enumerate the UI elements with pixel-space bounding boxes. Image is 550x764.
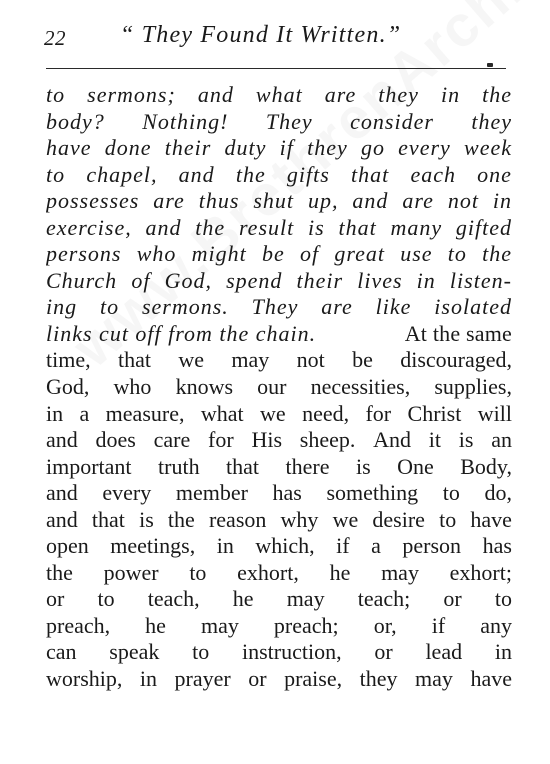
word: there xyxy=(285,453,330,479)
word: important xyxy=(46,453,132,479)
word: can xyxy=(46,639,77,665)
word: desire xyxy=(372,506,425,532)
word: preach; xyxy=(273,612,339,638)
text-line xyxy=(46,109,512,136)
word: not xyxy=(447,188,479,214)
word: ing xyxy=(46,294,78,320)
word: it xyxy=(428,427,442,453)
word: exhort, xyxy=(237,559,299,585)
word: isolated xyxy=(434,294,512,320)
word: instruction, xyxy=(242,639,342,665)
word: of xyxy=(299,241,320,267)
text-line xyxy=(46,374,512,401)
word: and xyxy=(46,427,78,453)
word: teach; xyxy=(357,586,411,612)
word: in xyxy=(416,267,436,293)
word: His xyxy=(251,427,282,453)
word: God, xyxy=(46,374,90,400)
word: that xyxy=(226,453,260,479)
word: to xyxy=(97,586,115,612)
word: Body, xyxy=(460,453,512,479)
word: body? xyxy=(46,108,105,134)
word: truth xyxy=(158,453,200,479)
word: we xyxy=(178,347,204,373)
text-line xyxy=(46,401,512,428)
word: our xyxy=(257,374,287,400)
word: may xyxy=(231,347,270,373)
word: Church xyxy=(46,267,118,293)
word: may xyxy=(286,586,325,612)
running-title: “ They Found It Written.” xyxy=(120,22,402,48)
word: that xyxy=(117,347,151,373)
word: to xyxy=(46,161,66,187)
word: time, xyxy=(46,347,91,373)
word: to xyxy=(192,639,210,665)
word: if xyxy=(336,533,350,559)
word: does xyxy=(95,427,136,453)
word: to xyxy=(189,559,207,585)
word: like xyxy=(375,294,412,320)
word: something xyxy=(326,480,419,506)
word: what xyxy=(255,82,303,107)
text-line xyxy=(46,560,512,587)
word: power xyxy=(103,559,159,585)
word: is xyxy=(139,506,154,532)
word: which, xyxy=(255,533,315,559)
word: we xyxy=(260,400,286,426)
word: we xyxy=(332,506,359,532)
text-line xyxy=(46,480,512,507)
word: speak xyxy=(109,639,160,665)
word: is xyxy=(308,214,325,240)
text-line xyxy=(46,454,512,481)
word: worship, xyxy=(46,666,123,692)
word: sermons. xyxy=(141,294,229,320)
text-line xyxy=(46,215,512,242)
word: preach, xyxy=(46,612,111,638)
word: that xyxy=(351,161,390,187)
word: lives xyxy=(357,267,403,293)
word: result xyxy=(238,214,295,240)
word: to xyxy=(46,82,66,107)
word: teach, xyxy=(147,586,200,612)
word: Nothing! xyxy=(142,108,229,134)
word: exhort; xyxy=(449,559,512,585)
word: if xyxy=(431,612,446,638)
word: open xyxy=(46,533,89,559)
word: and xyxy=(178,161,215,187)
word: not xyxy=(296,347,325,373)
word: in xyxy=(492,188,512,214)
word: is xyxy=(458,427,474,453)
text-line xyxy=(46,188,512,215)
word: be xyxy=(261,241,285,267)
word: a xyxy=(79,400,90,426)
word: they xyxy=(359,666,398,692)
word: have xyxy=(46,135,92,161)
word: listen- xyxy=(449,267,512,293)
word: he xyxy=(145,612,166,638)
text-line xyxy=(46,162,512,189)
word: the xyxy=(167,506,195,532)
word: do, xyxy=(484,480,512,506)
word: or xyxy=(443,586,462,612)
page-header xyxy=(44,22,504,52)
word: persons xyxy=(46,241,122,267)
word: in xyxy=(139,666,158,692)
text-line xyxy=(46,82,512,109)
word: meetings, xyxy=(110,533,196,559)
word: week xyxy=(464,135,512,161)
word: the xyxy=(482,241,512,267)
word: gifts xyxy=(286,161,330,187)
word: and xyxy=(46,506,78,532)
word: in xyxy=(440,82,461,107)
word: discouraged, xyxy=(400,347,512,373)
text-line xyxy=(46,347,512,374)
word: the xyxy=(235,161,266,187)
word: member xyxy=(175,480,248,506)
word: or, xyxy=(373,612,397,638)
rule-mark xyxy=(487,63,493,67)
word: reason xyxy=(208,506,267,532)
word: each xyxy=(410,161,456,187)
word: their xyxy=(296,267,344,293)
word: have xyxy=(470,666,512,692)
word: go xyxy=(360,135,385,161)
text-line xyxy=(46,666,512,693)
word: care xyxy=(153,427,191,453)
word: may xyxy=(381,559,419,585)
word: person xyxy=(402,533,462,559)
word: or xyxy=(248,666,267,692)
word: they xyxy=(378,82,419,107)
page-number: 22 xyxy=(44,26,66,50)
word: for xyxy=(365,400,392,426)
word: supplies, xyxy=(434,374,512,400)
word: or xyxy=(374,639,393,665)
word: he xyxy=(232,586,254,612)
text-line xyxy=(46,241,512,268)
word: necessities, xyxy=(310,374,411,400)
word: if xyxy=(279,135,294,161)
word: use xyxy=(400,241,433,267)
text-line xyxy=(46,586,512,613)
body-text xyxy=(46,82,512,693)
word: And xyxy=(373,427,412,453)
header-rule xyxy=(46,68,506,69)
word: in xyxy=(46,400,64,426)
word: of xyxy=(131,267,151,293)
word: spend xyxy=(226,267,283,293)
text-line xyxy=(46,613,512,640)
word: thus xyxy=(198,188,240,214)
word: Christ xyxy=(407,400,462,426)
word: and xyxy=(197,82,234,107)
word: has xyxy=(482,533,512,559)
word: in xyxy=(216,533,234,559)
word: will xyxy=(477,400,512,426)
word: be xyxy=(352,347,373,373)
word: exercise, xyxy=(46,214,132,240)
word: lead xyxy=(425,639,463,665)
word: to xyxy=(494,586,512,612)
word: duty xyxy=(224,135,267,161)
word: are xyxy=(153,188,185,214)
word: to xyxy=(442,480,460,506)
word: that xyxy=(338,214,377,240)
word: chapel, xyxy=(86,161,158,187)
word: a xyxy=(371,533,381,559)
text-line xyxy=(46,427,512,454)
word: he xyxy=(329,559,351,585)
word: why xyxy=(280,506,319,532)
word: to xyxy=(99,294,120,320)
word: might xyxy=(191,241,247,267)
word: sheep. xyxy=(299,427,356,453)
word: done xyxy=(104,135,152,161)
word: every xyxy=(102,480,152,506)
text-line xyxy=(46,533,512,560)
word: One xyxy=(397,453,434,479)
word: or xyxy=(46,586,65,612)
word: gifted xyxy=(455,214,512,240)
word: knows xyxy=(175,374,234,400)
word: every xyxy=(398,135,451,161)
word: consider xyxy=(350,108,434,134)
word: to xyxy=(439,506,457,532)
word: that xyxy=(91,506,125,532)
word: may xyxy=(200,612,239,638)
word: God, xyxy=(164,267,212,293)
italic-segment: links cut off from the chain. xyxy=(46,320,317,346)
word: shut xyxy=(253,188,295,214)
word: what xyxy=(200,400,244,426)
word: who xyxy=(136,241,177,267)
word: for xyxy=(208,427,234,453)
word: are xyxy=(324,82,357,107)
word: great xyxy=(334,241,385,267)
word: is xyxy=(355,453,371,479)
word: any xyxy=(480,612,512,638)
word: has xyxy=(272,480,302,506)
word: praise, xyxy=(284,666,343,692)
word: have xyxy=(470,506,512,532)
word: and xyxy=(145,214,182,240)
word: the xyxy=(46,559,73,585)
word: may xyxy=(415,666,453,692)
word: measure, xyxy=(105,400,185,426)
word: an xyxy=(491,427,512,453)
word: one xyxy=(477,161,512,187)
word: they xyxy=(307,135,348,161)
word: prayer xyxy=(174,666,231,692)
word: who xyxy=(113,374,152,400)
text-line xyxy=(46,639,512,666)
word: and xyxy=(46,480,78,506)
word: they xyxy=(471,108,512,134)
word: in xyxy=(494,639,512,665)
word: They xyxy=(265,108,313,134)
word: the xyxy=(482,82,512,107)
word: to xyxy=(447,241,467,267)
word: They xyxy=(251,294,299,320)
word: are xyxy=(402,188,434,214)
word: are xyxy=(321,294,353,320)
word: the xyxy=(195,214,226,240)
word: sermons; xyxy=(87,82,176,107)
text-line xyxy=(46,321,512,348)
roman-segment: At the same xyxy=(404,320,512,346)
text-line xyxy=(46,294,512,321)
word: their xyxy=(164,135,212,161)
text-line xyxy=(46,135,512,162)
word: need, xyxy=(302,400,350,426)
word: possesses xyxy=(46,188,140,214)
word: up, xyxy=(307,188,339,214)
text-line xyxy=(46,507,512,534)
word: many xyxy=(390,214,443,240)
word: and xyxy=(352,188,389,214)
text-line xyxy=(46,268,512,295)
